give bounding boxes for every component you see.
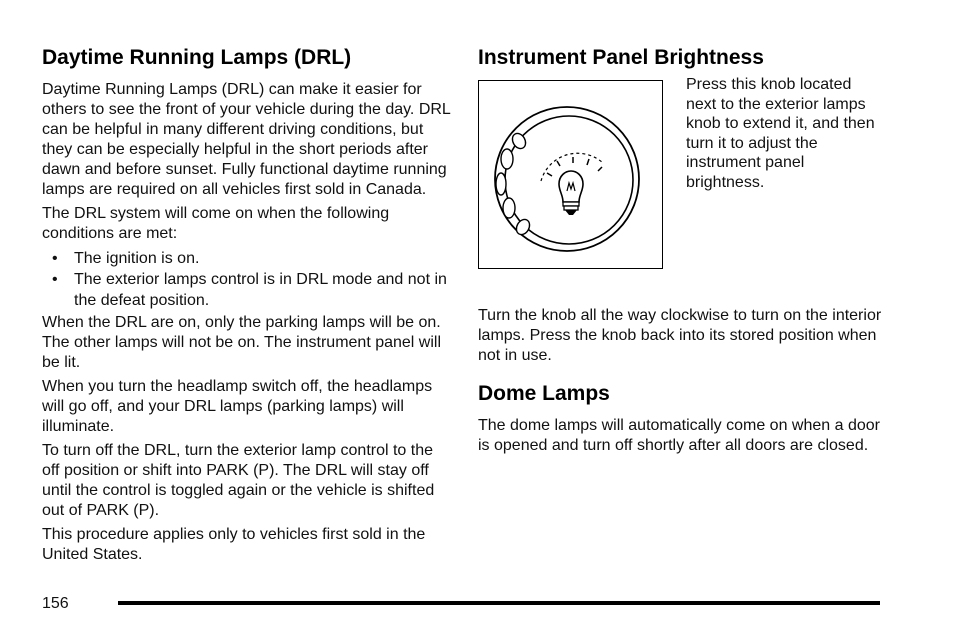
drl-intro-paragraph: Daytime Running Lamps (DRL) can make it easier for others to see the front of your vehicle during the day. DRL can be helpful in many different driving conditions, but they can be especially helpful in the short periods after dawn and before sunset. Fully functional daytime running lamps are required on all vehicles first sold in Canada. [42,81,451,198]
drl-conditions-paragraph: The DRL system will come on when the following conditions are met: [42,205,390,242]
drl-conditions-list [42,248,452,311]
footer-divider [118,601,880,605]
dimmer-knob-figure [478,80,663,269]
drl-on-paragraph: When the DRL are on, only the parking lamps will be on. The other lamps will not be on. The instrument panel will be lit. [42,314,442,371]
right-column [478,44,888,460]
drl-us-paragraph: This procedure applies only to vehicles first sold in the United States. [42,526,426,563]
drl-heading: Daytime Running Lamps (DRL) [42,46,352,69]
list-item: • The exterior lamps control is in DRL mode and not in the defeat position. [42,269,452,311]
figure-row [478,76,888,272]
page-number: 156 [42,595,69,612]
figure-caption: Press this knob located next to the exterior lamps knob to extend it, and then turn it to adjust the instrument panel brightness. [686,76,875,191]
dome-lamps-paragraph: The dome lamps will automatically come on when a door is opened and turn off shortly after all doors are closed. [478,417,880,454]
instrument-panel-heading: Instrument Panel Brightness [478,46,764,69]
drl-off-paragraph: To turn off the DRL, turn the exterior lamp control to the off position or shift into PARK (P). The DRL will stay off until the control is toggled again or the vehicle is shifted out of PARK (P). [42,442,435,519]
left-column [42,44,452,569]
dimmer-knob-bulb-icon [479,81,661,267]
drl-headlamp-paragraph: When you turn the headlamp switch off, the headlamps will go off, and your DRL lamps (parking lamps) will illuminate. [42,378,433,435]
list-item: • The ignition is on. [42,248,452,269]
knob-instruction-paragraph: Turn the knob all the way clockwise to turn on the interior lamps. Press the knob back into its stored position when not in use. [478,307,882,364]
dome-lamps-heading: Dome Lamps [478,382,610,405]
